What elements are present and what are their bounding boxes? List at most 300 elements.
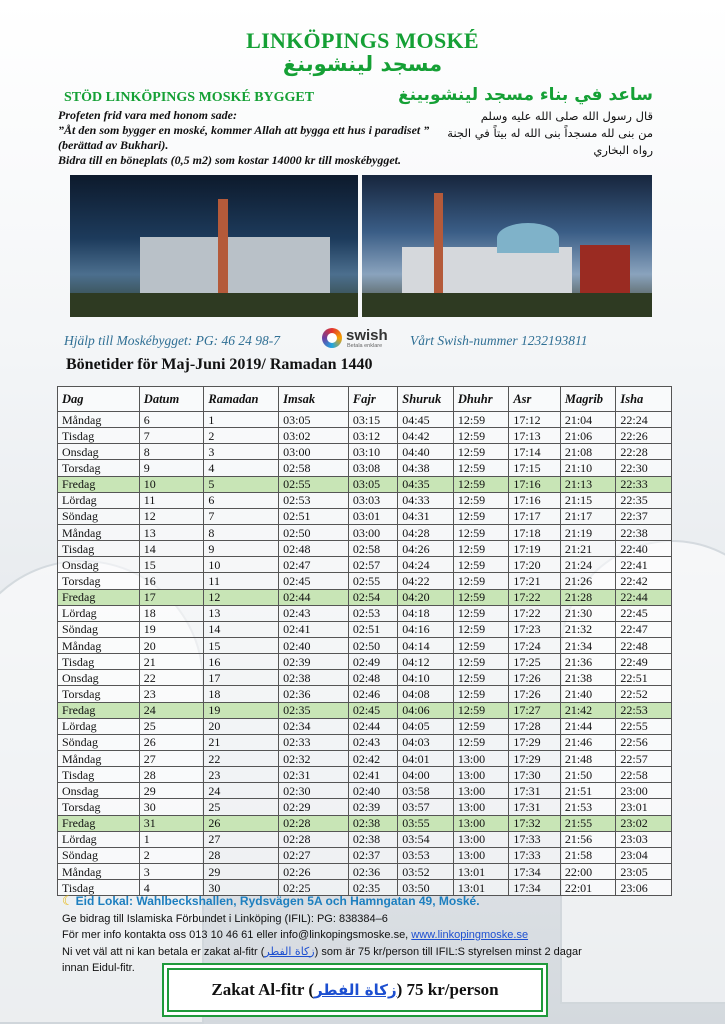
table-cell: 17:26 — [509, 686, 561, 702]
table-cell: 22:01 — [560, 880, 616, 896]
table-cell: 17:16 — [509, 476, 561, 492]
table-row — [58, 460, 672, 476]
table-row — [58, 412, 672, 428]
table-cell: 04:33 — [398, 492, 454, 508]
table-cell: 22 — [139, 670, 204, 686]
swish-logo — [322, 326, 394, 350]
table-cell: 17:33 — [509, 847, 561, 863]
table-cell: 02:38 — [279, 670, 349, 686]
table-cell: 12:59 — [453, 605, 509, 621]
mosque-building — [402, 247, 572, 297]
table-cell: 17:26 — [509, 670, 561, 686]
table-cell: 21:48 — [560, 750, 616, 766]
table-row — [58, 750, 672, 766]
table-cell: 02:35 — [348, 880, 397, 896]
table-cell: 17 — [204, 670, 279, 686]
minaret — [434, 193, 443, 297]
ground — [70, 293, 358, 317]
table-cell: Torsdag — [58, 686, 140, 702]
table-cell: 12:59 — [453, 670, 509, 686]
table-cell: 02:32 — [279, 750, 349, 766]
table-cell: 11 — [204, 573, 279, 589]
table-cell: Fredag — [58, 815, 140, 831]
table-row — [58, 524, 672, 540]
table-cell: 02:26 — [279, 863, 349, 879]
table-cell: 21:36 — [560, 654, 616, 670]
table-cell: 13:01 — [453, 863, 509, 879]
table-cell: 22:53 — [616, 702, 672, 718]
swish-number: Vårt Swish-nummer 1232193811 — [410, 333, 588, 348]
table-cell: 02:39 — [348, 799, 397, 815]
table-cell: 23:02 — [616, 815, 672, 831]
table-cell: 02:49 — [348, 654, 397, 670]
table-cell: 17:25 — [509, 654, 561, 670]
table-cell: 12:59 — [453, 734, 509, 750]
table-cell: 22:49 — [616, 654, 672, 670]
table-cell: 17:34 — [509, 863, 561, 879]
table-cell: 04:18 — [398, 605, 454, 621]
table-cell: 28 — [139, 767, 204, 783]
table-cell: Fredag — [58, 702, 140, 718]
table-cell: 12:59 — [453, 428, 509, 444]
table-row — [58, 863, 672, 879]
table-cell: Tisdag — [58, 541, 140, 557]
table-cell: 5 — [204, 476, 279, 492]
table-row — [58, 573, 672, 589]
table-cell: 21:26 — [560, 573, 616, 589]
table-cell: 29 — [139, 783, 204, 799]
table-row — [58, 476, 672, 492]
table-cell: Tisdag — [58, 767, 140, 783]
table-cell: 04:38 — [398, 460, 454, 476]
table-cell: 22:37 — [616, 508, 672, 524]
table-row — [58, 718, 672, 734]
table-cell: 22:33 — [616, 476, 672, 492]
table-cell: 04:40 — [398, 444, 454, 460]
table-row — [58, 492, 672, 508]
table-cell: 03:03 — [348, 492, 397, 508]
table-cell: 17:33 — [509, 831, 561, 847]
table-cell: 03:55 — [398, 815, 454, 831]
prayer-times-table — [57, 386, 672, 896]
table-cell: 21 — [204, 734, 279, 750]
table-cell: 21:06 — [560, 428, 616, 444]
mosque-rendering-night — [70, 175, 358, 317]
table-header-row — [58, 387, 672, 412]
table-cell: 22 — [204, 750, 279, 766]
table-cell: 17:14 — [509, 444, 561, 460]
table-cell: 17:19 — [509, 541, 561, 557]
table-cell: 21:46 — [560, 734, 616, 750]
table-cell: Söndag — [58, 621, 140, 637]
table-cell: Måndag — [58, 750, 140, 766]
table-cell: 17:29 — [509, 734, 561, 750]
table-cell: 02:48 — [348, 670, 397, 686]
table-cell: Lördag — [58, 492, 140, 508]
zakat-label: Zakat Al-fitr ( — [211, 980, 314, 999]
table-cell: 23:01 — [616, 799, 672, 815]
table-cell: 19 — [204, 702, 279, 718]
table-cell: Måndag — [58, 637, 140, 653]
table-cell: 02:33 — [279, 734, 349, 750]
table-cell: 13:00 — [453, 767, 509, 783]
table-cell: 12:59 — [453, 460, 509, 476]
table-cell: 21:50 — [560, 767, 616, 783]
table-cell: 7 — [139, 428, 204, 444]
table-cell: 02:58 — [348, 541, 397, 557]
table-cell: 21:30 — [560, 605, 616, 621]
table-cell: 21:24 — [560, 557, 616, 573]
table-cell: 02:29 — [279, 799, 349, 815]
table-cell: 28 — [204, 847, 279, 863]
table-cell: 22:28 — [616, 444, 672, 460]
table-cell: Torsdag — [58, 799, 140, 815]
table-cell: 21:04 — [560, 412, 616, 428]
table-cell: 03:00 — [279, 444, 349, 460]
table-cell: 02:40 — [279, 637, 349, 653]
table-cell: 02:43 — [348, 734, 397, 750]
table-cell: 8 — [204, 524, 279, 540]
table-cell: 03:12 — [348, 428, 397, 444]
table-row — [58, 654, 672, 670]
table-cell: 17:32 — [509, 815, 561, 831]
table-cell: 17 — [139, 589, 204, 605]
table-cell: 02:25 — [279, 880, 349, 896]
table-cell: 04:16 — [398, 621, 454, 637]
table-cell: 20 — [139, 637, 204, 653]
table-cell: 12:59 — [453, 492, 509, 508]
table-cell: 13:00 — [453, 783, 509, 799]
table-cell: 02:38 — [348, 815, 397, 831]
table-cell: 1 — [204, 412, 279, 428]
table-cell: 02:41 — [348, 767, 397, 783]
table-cell: 02:46 — [348, 686, 397, 702]
table-cell: 04:06 — [398, 702, 454, 718]
table-cell: 21:10 — [560, 460, 616, 476]
table-cell: 04:42 — [398, 428, 454, 444]
quote-line: ”Åt den som bygger en moské, kommer Allah att bygga ett hus i paradiset ” — [58, 123, 430, 137]
table-cell: 10 — [139, 476, 204, 492]
quote-ar-line: قال رسول الله صلى الله عليه وسلم — [480, 109, 653, 123]
table-cell: 17:31 — [509, 799, 561, 815]
table-cell: Onsdag — [58, 670, 140, 686]
table-row — [58, 686, 672, 702]
table-cell: 12:59 — [453, 621, 509, 637]
table-cell: 21:58 — [560, 847, 616, 863]
table-cell: Lördag — [58, 718, 140, 734]
table-cell: 26 — [139, 734, 204, 750]
table-cell: Lördag — [58, 605, 140, 621]
table-cell: 15 — [139, 557, 204, 573]
table-cell: 17:17 — [509, 508, 561, 524]
table-cell: 12:59 — [453, 508, 509, 524]
swish-label: swish — [346, 327, 388, 344]
table-cell: 10 — [204, 557, 279, 573]
table-cell: 04:35 — [398, 476, 454, 492]
ground — [362, 293, 652, 317]
table-row — [58, 541, 672, 557]
contact-text: För mer info kontakta oss 013 10 46 61 eller info@linkopingsmoske.se, — [62, 929, 412, 941]
table-cell: 02:40 — [348, 783, 397, 799]
table-cell: 4 — [204, 460, 279, 476]
zakat-arabic-link[interactable]: زكاة الفطر — [264, 944, 315, 958]
neighbor-building — [580, 245, 630, 293]
table-cell: 02:30 — [279, 783, 349, 799]
table-cell: 22:47 — [616, 621, 672, 637]
table-cell: 2 — [139, 847, 204, 863]
table-cell: 22:26 — [616, 428, 672, 444]
table-cell: 17:24 — [509, 637, 561, 653]
col-header: Asr — [509, 387, 561, 412]
table-cell: 12:59 — [453, 702, 509, 718]
table-cell: 04:01 — [398, 750, 454, 766]
table-cell: 16 — [139, 573, 204, 589]
table-cell: 17:20 — [509, 557, 561, 573]
table-cell: 04:20 — [398, 589, 454, 605]
table-cell: 04:03 — [398, 734, 454, 750]
table-cell: 15 — [204, 637, 279, 653]
table-cell: 02:51 — [279, 508, 349, 524]
table-cell: Tisdag — [58, 880, 140, 896]
table-cell: 03:02 — [279, 428, 349, 444]
table-cell: 18 — [139, 605, 204, 621]
quote-ar-line: رواه البخاري — [593, 143, 653, 157]
table-cell: 12:59 — [453, 718, 509, 734]
table-cell: 12:59 — [453, 412, 509, 428]
table-cell: 29 — [204, 863, 279, 879]
table-cell: 17:16 — [509, 492, 561, 508]
table-cell: 22:35 — [616, 492, 672, 508]
table-cell: Måndag — [58, 412, 140, 428]
table-cell: 22:55 — [616, 718, 672, 734]
table-cell: Måndag — [58, 863, 140, 879]
website-link[interactable]: www.linkopingmoske.se — [411, 929, 529, 941]
table-cell: 12:59 — [453, 524, 509, 540]
table-cell: 21:34 — [560, 637, 616, 653]
table-cell: 03:52 — [398, 863, 454, 879]
table-cell: 13:00 — [453, 750, 509, 766]
table-cell: 04:28 — [398, 524, 454, 540]
table-cell: 21 — [139, 654, 204, 670]
table-cell: 23 — [139, 686, 204, 702]
table-cell: 31 — [139, 815, 204, 831]
table-cell: 12:59 — [453, 573, 509, 589]
table-cell: 22:41 — [616, 557, 672, 573]
table-row — [58, 783, 672, 799]
col-header: Isha — [616, 387, 672, 412]
table-cell: 13:00 — [453, 847, 509, 863]
table-row — [58, 831, 672, 847]
table-cell: 22:58 — [616, 767, 672, 783]
table-cell: 22:00 — [560, 863, 616, 879]
table-cell: 20 — [204, 718, 279, 734]
table-cell: 13:01 — [453, 880, 509, 896]
table-cell: 21:56 — [560, 831, 616, 847]
table-cell: 03:57 — [398, 799, 454, 815]
table-cell: 17:21 — [509, 573, 561, 589]
table-cell: 03:15 — [348, 412, 397, 428]
table-cell: 02:28 — [279, 831, 349, 847]
table-cell: Tisdag — [58, 428, 140, 444]
table-cell: Fredag — [58, 589, 140, 605]
table-cell: 14 — [204, 621, 279, 637]
table-cell: 17:22 — [509, 605, 561, 621]
table-cell: 21:44 — [560, 718, 616, 734]
col-header: Fajr — [348, 387, 397, 412]
table-cell: 02:27 — [279, 847, 349, 863]
col-header: Dag — [58, 387, 140, 412]
table-cell: 6 — [139, 412, 204, 428]
hadith-quote-arabic — [413, 108, 653, 159]
table-row — [58, 589, 672, 605]
table-cell: 02:57 — [348, 557, 397, 573]
table-cell: 13:00 — [453, 799, 509, 815]
table-cell: 02:53 — [279, 492, 349, 508]
table-cell: 23 — [204, 767, 279, 783]
table-cell: Torsdag — [58, 573, 140, 589]
table-cell: 12:59 — [453, 654, 509, 670]
table-cell: 02:44 — [279, 589, 349, 605]
table-cell: 02:28 — [279, 815, 349, 831]
table-cell: 21:32 — [560, 621, 616, 637]
mosque-building — [140, 237, 330, 295]
table-cell: 22:24 — [616, 412, 672, 428]
table-cell: 21:38 — [560, 670, 616, 686]
table-cell: 02:37 — [348, 847, 397, 863]
table-row — [58, 702, 672, 718]
table-cell: 4 — [139, 880, 204, 896]
col-header: Ramadan — [204, 387, 279, 412]
table-row — [58, 637, 672, 653]
table-cell: 23:05 — [616, 863, 672, 879]
quote-ar-line: من بنى لله مسجداً بنى الله له بيتاً في الجنة — [447, 126, 653, 140]
table-cell: 8 — [139, 444, 204, 460]
quote-line: Profeten frid vara med honom sade: — [58, 108, 237, 122]
page-title-arabic: مسجد لينشوبنغ — [282, 52, 443, 76]
table-cell: 02:50 — [348, 637, 397, 653]
table-row — [58, 815, 672, 831]
table-cell: 04:31 — [398, 508, 454, 524]
table-cell: Söndag — [58, 734, 140, 750]
crescent-moon-icon: ☾ — [62, 893, 74, 908]
table-cell: 12 — [204, 589, 279, 605]
table-cell: 02:45 — [348, 702, 397, 718]
table-cell: 21:53 — [560, 799, 616, 815]
table-cell: 12:59 — [453, 444, 509, 460]
zakat-text: ) som är 75 kr/person till IFIL:S styrelsen minst 2 dagar — [314, 945, 582, 958]
table-cell: 04:14 — [398, 637, 454, 653]
table-cell: 25 — [139, 718, 204, 734]
table-row — [58, 621, 672, 637]
table-cell: 03:01 — [348, 508, 397, 524]
table-cell: 22:30 — [616, 460, 672, 476]
table-cell: 04:22 — [398, 573, 454, 589]
table-cell: 13:00 — [453, 815, 509, 831]
swish-sublabel: Betala enklare — [347, 343, 383, 349]
footer-line: Ge bidrag till Islamiska Förbundet i Linköping (IFIL): PG: 838384–6 — [62, 912, 388, 925]
table-cell: 27 — [139, 750, 204, 766]
table-cell: Tisdag — [58, 654, 140, 670]
table-cell: 22:48 — [616, 637, 672, 653]
table-cell: 17:18 — [509, 524, 561, 540]
table-cell: 03:10 — [348, 444, 397, 460]
col-header: Imsak — [279, 387, 349, 412]
table-cell: Lördag — [58, 831, 140, 847]
table-cell: Onsdag — [58, 783, 140, 799]
table-cell: 22:51 — [616, 670, 672, 686]
table-cell: 21:42 — [560, 702, 616, 718]
table-cell: 04:12 — [398, 654, 454, 670]
table-cell: 03:08 — [348, 460, 397, 476]
table-row — [58, 557, 672, 573]
table-cell: 02:45 — [279, 573, 349, 589]
table-cell: 03:54 — [398, 831, 454, 847]
zakat-price: ) 75 kr/person — [396, 980, 499, 999]
zakat-label-arabic[interactable]: زكاة الفطر — [314, 981, 397, 999]
table-cell: 17:27 — [509, 702, 561, 718]
support-heading-arabic: ساعد في بناء مسجد لينشوبينغ — [398, 85, 653, 105]
zakat-text: Ni vet väl att ni kan betala er zakat al-fitr ( — [62, 945, 265, 958]
table-cell: 02:44 — [348, 718, 397, 734]
table-cell: 17:28 — [509, 718, 561, 734]
table-cell: 26 — [204, 815, 279, 831]
footer-info — [62, 893, 662, 977]
table-cell: 17:31 — [509, 783, 561, 799]
table-cell: 21:08 — [560, 444, 616, 460]
table-cell: 03:05 — [279, 412, 349, 428]
table-row — [58, 670, 672, 686]
table-cell: 17:34 — [509, 880, 561, 896]
col-header: Shuruk — [398, 387, 454, 412]
table-cell: 11 — [139, 492, 204, 508]
table-row — [58, 799, 672, 815]
page-title: LINKÖPINGS MOSKÉ — [246, 28, 479, 53]
table-cell: Torsdag — [58, 460, 140, 476]
eid-location: Eid Lokal: Wahlbeckshallen, Rydsvägen 5A och Hamngatan 49, Moské. — [75, 894, 480, 908]
table-cell: 21:17 — [560, 508, 616, 524]
table-cell: 1 — [139, 831, 204, 847]
table-cell: 9 — [204, 541, 279, 557]
table-body — [58, 412, 672, 896]
table-cell: 02:39 — [279, 654, 349, 670]
table-cell: 3 — [204, 444, 279, 460]
table-cell: 03:00 — [348, 524, 397, 540]
table-cell: 21:15 — [560, 492, 616, 508]
table-cell: 22:38 — [616, 524, 672, 540]
table-cell: 02:58 — [279, 460, 349, 476]
table-cell: 2 — [204, 428, 279, 444]
table-cell: 02:35 — [279, 702, 349, 718]
table-cell: 9 — [139, 460, 204, 476]
table-cell: 02:36 — [279, 686, 349, 702]
table-cell: 21:28 — [560, 589, 616, 605]
table-row — [58, 508, 672, 524]
table-cell: 12:59 — [453, 589, 509, 605]
table-cell: 16 — [204, 654, 279, 670]
table-cell: 21:21 — [560, 541, 616, 557]
table-cell: 23:00 — [616, 783, 672, 799]
table-cell: 12:59 — [453, 557, 509, 573]
table-cell: Fredag — [58, 476, 140, 492]
table-cell: 17:22 — [509, 589, 561, 605]
table-cell: 02:31 — [279, 767, 349, 783]
table-cell: 04:26 — [398, 541, 454, 557]
table-cell: 17:15 — [509, 460, 561, 476]
table-cell: 12:59 — [453, 637, 509, 653]
table-cell: 22:57 — [616, 750, 672, 766]
table-cell: 25 — [204, 799, 279, 815]
table-cell: 02:36 — [348, 863, 397, 879]
